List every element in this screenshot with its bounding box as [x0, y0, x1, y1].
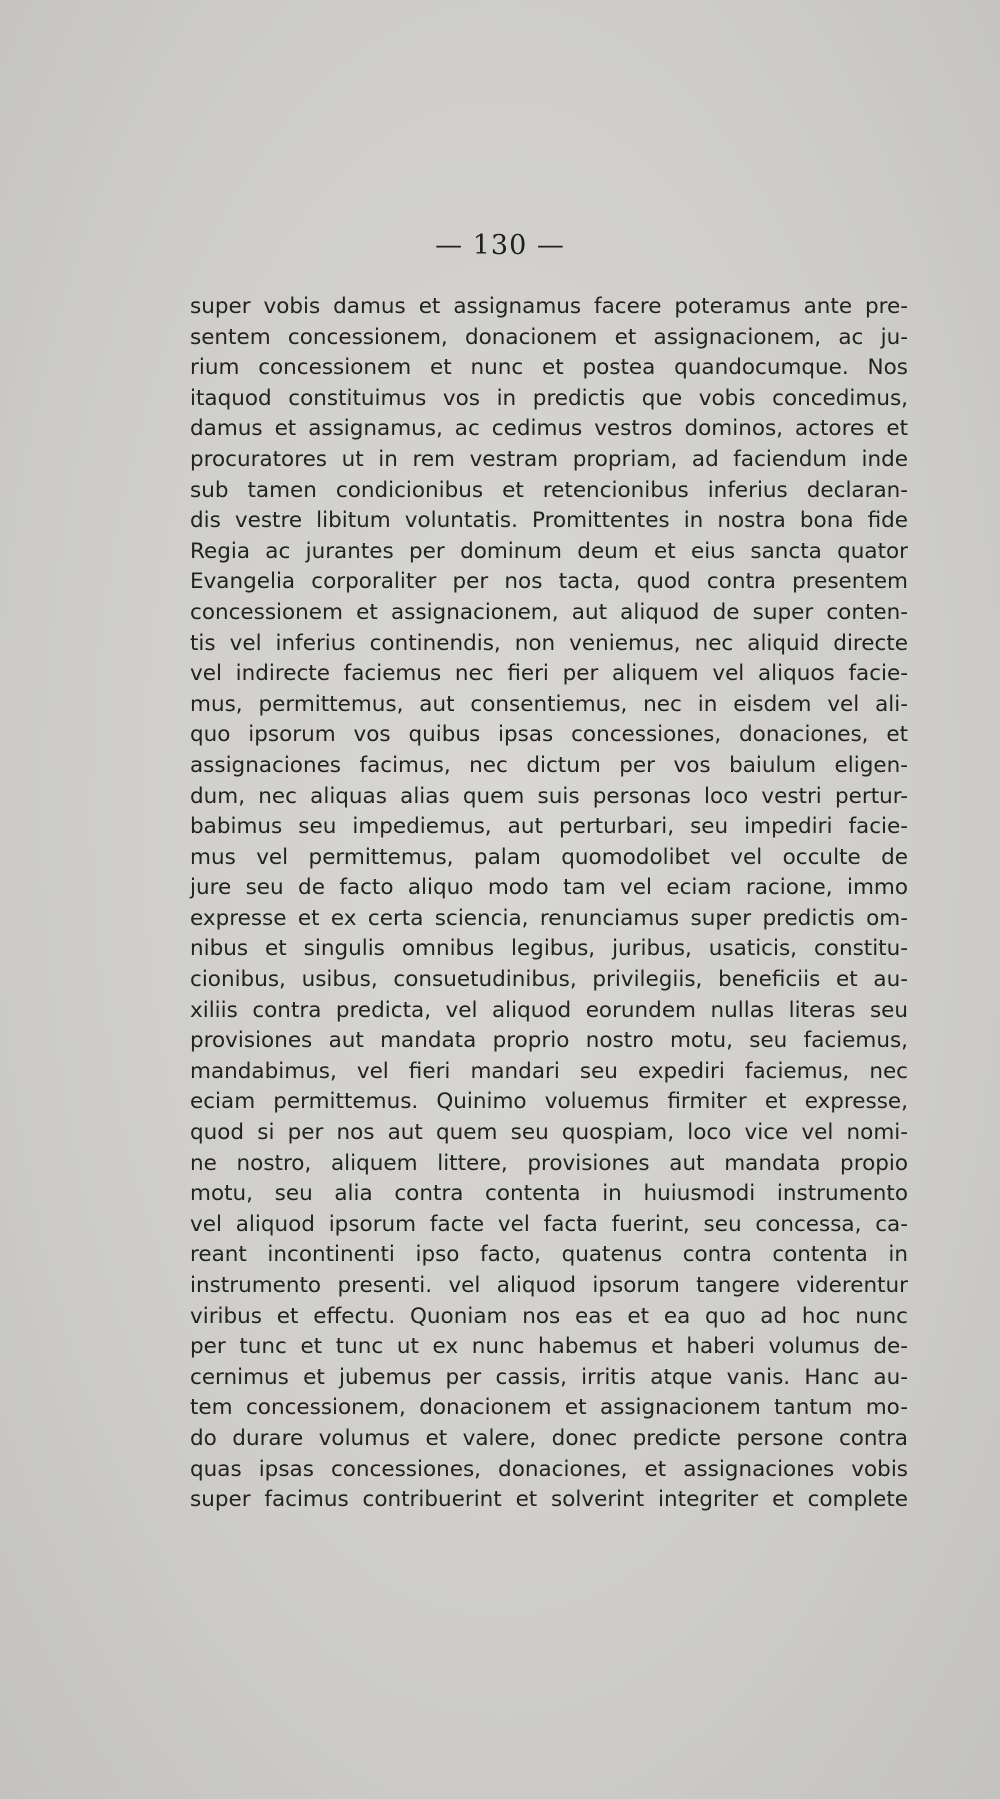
text-line: assignaciones facimus, nec dictum per vos baiulum eligen-: [190, 752, 908, 778]
text-line: Evangelia corporaliter per nos tacta, quod contra presentem: [190, 569, 908, 595]
text-line: instrumento presenti. vel aliquod ipsorum tangere viderentur: [190, 1273, 908, 1298]
text-line: provisiones aut mandata proprio nostro motu, seu faciemus,: [190, 1028, 908, 1054]
text-line: rium concessionem et nunc et postea quandocumque. Nos: [190, 355, 908, 381]
text-line: concessionem et assignacionem, aut aliquod de super conten-: [190, 599, 908, 625]
text-line: damus et assignamus, ac cedimus vestros dominos, actores et: [190, 416, 908, 442]
text-line: super facimus contribuerint et solverint integriter et complete: [190, 1487, 908, 1513]
text-line: do durare volumus et valere, donec predicte persone contra: [190, 1425, 908, 1451]
text-line: mus vel permittemus, palam quomodolibet vel occulte de: [190, 844, 908, 870]
text-line: dum, nec aliquas alias quem suis personas loco vestri pertur-: [190, 783, 908, 809]
text-line: sub tamen condicionibus et retencionibus inferius declaran-: [190, 477, 908, 503]
text-line: per tunc et tunc ut ex nunc habemus et haberi volumus de-: [190, 1334, 908, 1360]
text-line: ne nostro, aliquem littere, provisiones aut mandata propio: [190, 1150, 908, 1176]
text-line: mus, permittemus, aut consentiemus, nec in eisdem vel ali-: [190, 691, 908, 717]
text-line: tis vel inferius continendis, non veniemus, nec aliquid directe: [190, 630, 908, 656]
text-line: motu, seu alia contra contenta in huiusmodi instrumento: [190, 1181, 908, 1207]
text-line: cionibus, usibus, consuetudinibus, privilegiis, beneficiis et au-: [190, 967, 908, 993]
text-line: procuratores ut in rem vestram propriam, ad faciendum inde: [190, 446, 908, 472]
text-line: vel indirecte faciemus nec fieri per aliquem vel aliquos facie-: [190, 661, 908, 687]
text-line: cernimus et jubemus per cassis, irritis atque vanis. Hanc au-: [190, 1364, 908, 1390]
text-line: eciam permittemus. Quinimo voluemus firmiter et expresse,: [190, 1089, 908, 1115]
text-line: viribus et effectu. Quoniam nos eas et ea quo ad hoc nunc: [190, 1303, 908, 1329]
text-line: babimus seu impediemus, aut perturbari, seu impediri facie-: [190, 814, 908, 840]
body-text: [190, 292, 908, 1516]
text-line: dis vestre libitum voluntatis. Promittentes in nostra bona fide: [190, 508, 908, 534]
text-line: tem concessionem, donacionem et assignacionem tantum mo-: [190, 1395, 908, 1421]
text-line: sentem concessionem, donacionem et assignacionem, ac ju-: [190, 324, 908, 350]
text-line: super vobis damus et assignamus facere poteramus ante pre-: [190, 294, 908, 319]
page-number: — 130 —: [435, 230, 565, 261]
text-line: xiliis contra predicta, vel aliquod eorundem nullas literas seu: [190, 997, 908, 1023]
text-line: jure seu de facto aliquo modo tam vel eciam racione, immo: [190, 875, 908, 901]
text-line: itaquod constituimus vos in predictis que vobis concedimus,: [190, 385, 908, 411]
text-line: expresse et ex certa sciencia, renunciamus super predictis om-: [190, 905, 908, 931]
text-line: quo ipsorum vos quibus ipsas concessiones, donaciones, et: [190, 722, 908, 748]
text-line: vel aliquod ipsorum facte vel facta fuerint, seu concessa, ca-: [190, 1211, 908, 1237]
text-line: mandabimus, vel fieri mandari seu expediri faciemus, nec: [190, 1058, 908, 1084]
text-line: quas ipsas concessiones, donaciones, et assignaciones vobis: [190, 1456, 908, 1482]
text-line: Regia ac jurantes per dominum deum et eius sancta quator: [190, 538, 908, 564]
text-line: reant incontinenti ipso facto, quatenus contra contenta in: [190, 1242, 908, 1268]
text-line: quod si per nos aut quem seu quospiam, loco vice vel nomi-: [190, 1120, 908, 1146]
text-line: nibus et singulis omnibus legibus, juribus, usaticis, constitu-: [190, 936, 908, 962]
